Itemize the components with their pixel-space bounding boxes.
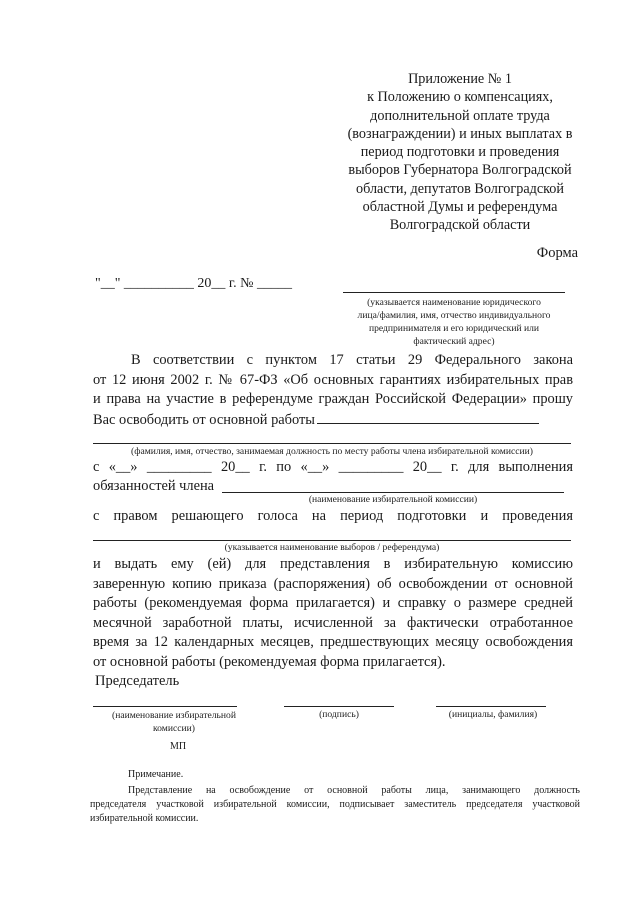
name-sign-line <box>436 706 546 707</box>
request-paragraph-continued <box>93 555 573 672</box>
vote-word: подготовки <box>397 508 467 524</box>
body-line-4 <box>93 410 573 430</box>
address-caption <box>335 296 573 348</box>
annex-line: дополнительной оплате труда <box>370 107 550 124</box>
commission-fill-line <box>222 492 564 493</box>
commission-sign-caption-line: комиссии) <box>153 723 195 734</box>
body-rest-line: заверенную копию приказа (распоряжения) об освобождении от основной <box>93 575 573 592</box>
annex-line: (вознаграждении) и иных выплатах в <box>347 125 573 142</box>
period-line: с «__» _________ 20__ г. по «__» _________ 20__ г. для выполнения <box>93 459 573 475</box>
election-caption: (указывается наименование выборов / референдума) <box>224 542 440 553</box>
annex-line: Волгоградской области <box>389 217 531 234</box>
body-line-4-text: Вас освободить от основной работы <box>93 411 315 428</box>
employee-fill-line <box>317 410 539 424</box>
note-line: председателя участковой избирательной комиссии, подписывает заместитель председателя участковой <box>90 799 580 810</box>
employee-fill-line-2 <box>93 443 571 444</box>
body-rest-line: время за 12 календарных месяцев, предшествующих месяцу освобождения <box>93 634 573 650</box>
commission-sign-line <box>93 706 237 707</box>
vote-line <box>93 508 573 525</box>
signature-caption: (подпись) <box>319 709 359 720</box>
body-line-3: и права на участие в референдуме граждан Российской Федерации» прошу <box>93 391 573 407</box>
body-line-1-text: В соответствии с пунктом 17 статьи 29 Федерального закона <box>131 352 573 368</box>
annex-line: выборов Губернатора Волгоградской <box>348 162 572 179</box>
commission-sign-caption <box>93 709 255 735</box>
commission-caption: (наименование избирательной комиссии) <box>308 494 478 505</box>
body-rest-line: и выдать ему (ей) для представления в избирательную комиссию <box>93 556 573 572</box>
vote-word: на <box>311 508 327 524</box>
stamp-place-label: МП <box>170 741 187 752</box>
body-rest-line: работы (рекомендуемая форма прилагается) и справку о размере средней <box>93 595 573 611</box>
annex-line: к Положению о компенсациях, <box>367 89 553 106</box>
request-paragraph <box>93 351 573 429</box>
note-line: Представление на освобождение от основной работы лица, занимающего должность <box>128 785 580 796</box>
vote-word: период <box>340 508 384 524</box>
annex-line: областной Думы и референдума <box>362 199 558 216</box>
body-last-line: от основной работы (рекомендуемая форма прилагается). <box>93 653 446 670</box>
annex-line: Приложение № 1 <box>408 71 512 87</box>
name-caption: (инициалы, фамилия) <box>448 709 538 720</box>
form-label: Форма <box>536 245 578 261</box>
body-line-2: от 12 июня 2002 г. № 67-ФЗ «Об основных гарантиях избирательных прав <box>93 371 573 388</box>
vote-word: правом <box>113 508 158 524</box>
annex-line: области, депутатов Волгоградской <box>356 180 564 197</box>
note-line: избирательной комиссии. <box>90 813 199 824</box>
body-rest-line: месячной заработной платы, исчисленной за фактически отработанное <box>93 614 573 631</box>
date-number-line: "__" __________ 20__ г. № _____ <box>95 276 292 291</box>
vote-word: голоса <box>257 508 298 524</box>
address-fill-line <box>343 292 565 293</box>
duties-line: обязанностей члена <box>93 478 215 494</box>
address-caption-line: предпринимателя и его юридический или <box>368 323 540 334</box>
note-title: Примечание. <box>128 769 184 780</box>
body-line-1 <box>93 351 573 371</box>
signature-line <box>284 706 394 707</box>
vote-word: и <box>480 508 489 524</box>
vote-word: решающего <box>171 508 244 524</box>
annex-header <box>330 70 590 235</box>
note-text <box>90 784 580 826</box>
vote-word: с <box>93 508 100 524</box>
address-caption-line: (указывается наименование юридического <box>367 297 541 308</box>
employee-caption: (фамилия, имя, отчество, занимаемая должность по месту работы члена избирательной комиссии) <box>131 446 533 457</box>
chairman-title: Председатель <box>95 673 180 689</box>
annex-line: период подготовки и проведения <box>360 144 560 161</box>
address-caption-line: лица/фамилия, имя, отчество индивидуального <box>357 310 551 321</box>
vote-word: проведения <box>502 508 573 524</box>
election-fill-line <box>93 540 571 541</box>
commission-sign-caption-line: (наименование избирательной <box>112 710 236 721</box>
address-caption-line: фактический адрес) <box>413 336 495 347</box>
